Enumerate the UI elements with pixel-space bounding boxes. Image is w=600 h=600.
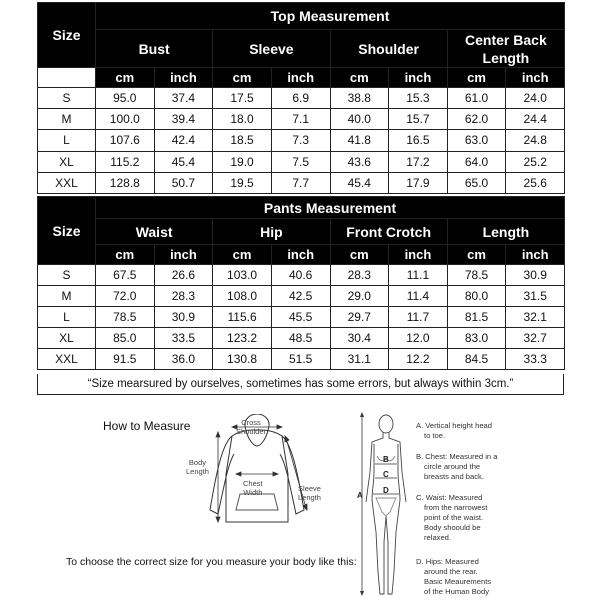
pants-measurement-table <box>37 196 565 370</box>
column-group-header: Sleeve <box>213 30 330 68</box>
measurement-cell: 28.3 <box>154 286 213 307</box>
size-label-cell: S <box>38 88 96 109</box>
sleeve-length-label: Sleeve Length <box>298 484 321 502</box>
measurement-cell: 24.0 <box>506 88 565 109</box>
unit-header: cm <box>96 68 155 88</box>
size-label-cell: XL <box>38 151 96 172</box>
column-group-header: Shoulder <box>330 30 447 68</box>
measurement-cell: 11.7 <box>389 307 448 328</box>
measurement-cell: 30.9 <box>154 307 213 328</box>
measurement-cell: 38.8 <box>330 88 389 109</box>
unit-header: inch <box>154 245 213 265</box>
measurement-cell: 36.0 <box>154 349 213 370</box>
measurement-cell: 65.0 <box>447 172 506 193</box>
measurement-cell: 67.5 <box>96 265 155 286</box>
measurement-cell: 108.0 <box>213 286 272 307</box>
measurement-cell: 40.6 <box>271 265 330 286</box>
letter-a-marker: A <box>357 491 363 500</box>
unit-header: inch <box>389 245 448 265</box>
measurement-cell: 42.5 <box>271 286 330 307</box>
table-row <box>38 151 565 172</box>
measurement-cell: 28.3 <box>330 265 389 286</box>
measurement-cell: 123.2 <box>213 328 272 349</box>
size-label-cell: L <box>38 130 96 151</box>
table-row <box>38 328 565 349</box>
measurement-cell: 30.9 <box>506 265 565 286</box>
measurement-cell: 130.8 <box>213 349 272 370</box>
measurement-cell: 7.3 <box>271 130 330 151</box>
unit-header: cm <box>96 245 155 265</box>
unit-header: inch <box>271 245 330 265</box>
measurement-cell: 24.4 <box>506 109 565 130</box>
measurement-cell: 95.0 <box>96 88 155 109</box>
column-group-header: Center Back Length <box>447 30 564 68</box>
measurement-cell: 78.5 <box>96 307 155 328</box>
table-title: Pants Measurement <box>96 197 565 219</box>
top-measurement-table <box>37 2 565 194</box>
measurement-cell: 17.5 <box>213 88 272 109</box>
size-header: Size <box>38 3 96 68</box>
size-header-gap <box>38 68 96 88</box>
unit-header: inch <box>271 68 330 88</box>
measurement-cell: 7.5 <box>271 151 330 172</box>
measurement-cell: 29.7 <box>330 307 389 328</box>
measurement-cell: 30.4 <box>330 328 389 349</box>
measurement-cell: 6.9 <box>271 88 330 109</box>
measurement-cell: 41.8 <box>330 130 389 151</box>
measurement-cell: 19.5 <box>213 172 272 193</box>
letter-c-marker: C <box>383 470 389 479</box>
size-label-cell: XL <box>38 328 96 349</box>
column-group-header: Waist <box>96 219 213 245</box>
measurement-cell: 64.0 <box>447 151 506 172</box>
measurement-cell: 45.4 <box>330 172 389 193</box>
table-row <box>38 109 565 130</box>
measurement-cell: 115.2 <box>96 151 155 172</box>
measurement-cell: 42.4 <box>154 130 213 151</box>
table-row <box>38 88 565 109</box>
size-label-cell: XXL <box>38 172 96 193</box>
chest-width-label: Chest Width <box>243 479 263 497</box>
size-label-cell: S <box>38 265 96 286</box>
measurement-note-a: A. Vertical height head to toe. <box>416 421 492 440</box>
measurement-cell: 31.1 <box>330 349 389 370</box>
measurement-cell: 115.6 <box>213 307 272 328</box>
measurement-note-c: C. Waist: Measured from the narrowest point of the waist. Body shoould be relaxed. <box>416 493 488 542</box>
size-label-cell: L <box>38 307 96 328</box>
body-length-label: Body Length <box>186 458 209 476</box>
measurement-cell: 62.0 <box>447 109 506 130</box>
measurement-cell: 25.6 <box>506 172 565 193</box>
measurement-cell: 91.5 <box>96 349 155 370</box>
unit-header: cm <box>213 68 272 88</box>
unit-header: inch <box>389 68 448 88</box>
measurement-cell: 45.5 <box>271 307 330 328</box>
measurement-cell: 11.4 <box>389 286 448 307</box>
measurement-cell: 25.2 <box>506 151 565 172</box>
measurement-cell: 81.5 <box>447 307 506 328</box>
measurement-cell: 85.0 <box>96 328 155 349</box>
letter-b-marker: B <box>383 455 389 464</box>
column-group-header: Bust <box>96 30 213 68</box>
unit-header: inch <box>506 245 565 265</box>
how-to-measure-title: How to Measure <box>103 419 191 433</box>
measurement-cell: 48.5 <box>271 328 330 349</box>
measurement-cell: 43.6 <box>330 151 389 172</box>
measurement-cell: 37.4 <box>154 88 213 109</box>
measurement-cell: 40.0 <box>330 109 389 130</box>
body-figure <box>356 412 416 598</box>
column-group-header: Length <box>447 219 564 245</box>
measurement-cell: 80.0 <box>447 286 506 307</box>
measurement-cell: 7.1 <box>271 109 330 130</box>
measurement-note: “Size mearsured by ourselves, sometimes has some errors, but always within 3cm.” <box>37 374 564 395</box>
measurement-cell: 18.0 <box>213 109 272 130</box>
column-group-header: Front Crotch <box>330 219 447 245</box>
measurement-cell: 128.8 <box>96 172 155 193</box>
measurement-note-b: B. Chest: Measured in a circle around the breasts and back. <box>416 452 498 481</box>
measurement-cell: 33.5 <box>154 328 213 349</box>
measurement-cell: 15.3 <box>389 88 448 109</box>
measurement-cell: 61.0 <box>447 88 506 109</box>
measurement-cell: 7.7 <box>271 172 330 193</box>
measurement-cell: 78.5 <box>447 265 506 286</box>
measurement-cell: 100.0 <box>96 109 155 130</box>
measurement-cell: 26.6 <box>154 265 213 286</box>
column-group-header: Hip <box>213 219 330 245</box>
measurement-cell: 83.0 <box>447 328 506 349</box>
unit-header: cm <box>447 68 506 88</box>
table-row <box>38 172 565 193</box>
unit-header: cm <box>447 245 506 265</box>
measurement-cell: 18.5 <box>213 130 272 151</box>
measurement-cell: 39.4 <box>154 109 213 130</box>
size-label-cell: M <box>38 286 96 307</box>
measurement-cell: 17.2 <box>389 151 448 172</box>
unit-header: cm <box>330 68 389 88</box>
table-row <box>38 265 565 286</box>
measurement-cell: 33.3 <box>506 349 565 370</box>
table-title: Top Measurement <box>96 3 565 30</box>
table-row <box>38 130 565 151</box>
measurement-cell: 17.9 <box>389 172 448 193</box>
measurement-cell: 72.0 <box>96 286 155 307</box>
measurement-cell: 103.0 <box>213 265 272 286</box>
measurement-cell: 31.5 <box>506 286 565 307</box>
measurement-cell: 107.6 <box>96 130 155 151</box>
measurement-cell: 51.5 <box>271 349 330 370</box>
table-row <box>38 349 565 370</box>
measurement-cell: 45.4 <box>154 151 213 172</box>
unit-header: cm <box>330 245 389 265</box>
measurement-note-d: D. Hips: Measured around the rear. Basic Meaurements of the Human Body <box>416 557 492 596</box>
unit-header: cm <box>213 245 272 265</box>
measurement-cell: 15.7 <box>389 109 448 130</box>
measurement-cell: 11.1 <box>389 265 448 286</box>
measurement-cell: 29.0 <box>330 286 389 307</box>
size-label-cell: XXL <box>38 349 96 370</box>
unit-header: inch <box>506 68 565 88</box>
table-row <box>38 307 565 328</box>
measurement-cell: 24.8 <box>506 130 565 151</box>
measurement-cell: 50.7 <box>154 172 213 193</box>
size-header: Size <box>38 197 96 265</box>
measurement-cell: 12.2 <box>389 349 448 370</box>
table-row <box>38 286 565 307</box>
measurement-cell: 32.7 <box>506 328 565 349</box>
measurement-cell: 12.0 <box>389 328 448 349</box>
choose-size-instruction: To choose the correct size for you measure your body like this: <box>66 556 357 568</box>
measurement-cell: 32.1 <box>506 307 565 328</box>
measurement-cell: 63.0 <box>447 130 506 151</box>
size-label-cell: M <box>38 109 96 130</box>
letter-d-marker: D <box>383 486 389 495</box>
cross-shoulder-label: Cross Shoulder <box>236 418 267 436</box>
measurement-cell: 19.0 <box>213 151 272 172</box>
measurement-cell: 16.5 <box>389 130 448 151</box>
unit-header: inch <box>154 68 213 88</box>
measurement-cell: 84.5 <box>447 349 506 370</box>
